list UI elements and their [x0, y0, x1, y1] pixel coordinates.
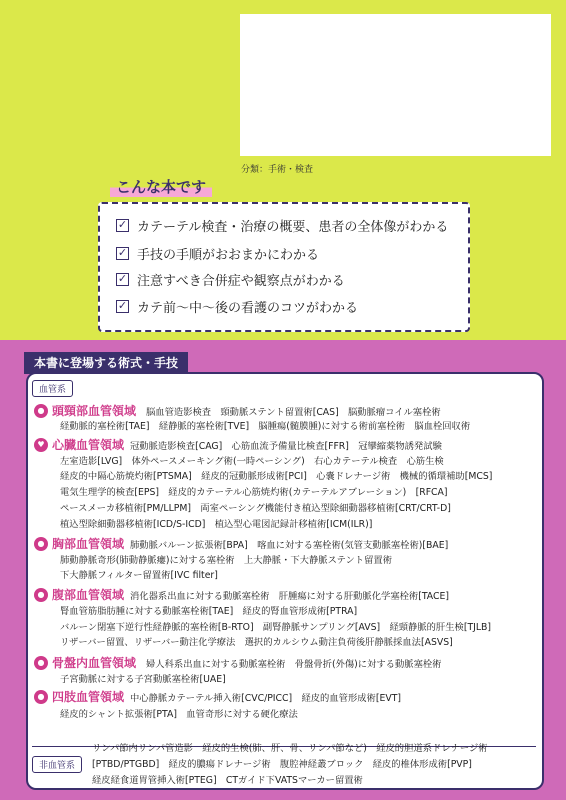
procedure-line: 腎血管筋脂肪腫に対する動脈塞栓術[TAE] 経皮的腎血管形成術[PTRA] — [60, 606, 358, 617]
procedure-line: 経皮経食道胃管挿入術[PTEG] CTガイド下VATSマーカー留置術 — [92, 775, 363, 786]
classification-label: 分類：手術・検査 — [241, 165, 314, 175]
checklist-item: ✓ カテ前～中～後の看護のコツがわかる — [117, 299, 359, 316]
checkbox-checked-icon: ✓ — [117, 246, 128, 259]
procedure-line: 中心静脈カテーテル挿入術[CVC/PICC] 経皮的血管形成術[EVT] — [130, 693, 401, 704]
heart-icon: ♥ — [34, 438, 48, 452]
checklist-item: ✓ カテーテル検査・治療の概要、患者の全体像がわかる — [117, 218, 449, 235]
procedure-line: 経動脈的塞栓術[TAE] 経静脈的塞栓術[TVE] 脳腫瘍(髄膜腫)に対する術前塞栓術 脳血栓回収術 — [60, 421, 471, 432]
region-limbs: ● 四肢血管領域 — [34, 688, 124, 705]
head-icon: ● — [34, 404, 48, 418]
nonvascular-tag: 非血管系 — [32, 756, 82, 773]
procedure-line: 植込型除細動器移植術[ICD/S-ICD] 植込型心電図記録計移植術[ICM(ILR)] — [60, 519, 373, 530]
procedure-line: ペースメーカ移植術[PM/LLPM] 両室ペーシング機能付き植込型除細動器移植術[CRT/CRT-D] — [60, 503, 451, 514]
procedure-line: リンパ節内リンパ管造影 経皮的生検(肺、肝、骨、リンパ節など) 経皮的胆道系ドレナージ術 — [92, 743, 488, 754]
procedures-panel — [26, 372, 544, 790]
checklist-item: ✓ 注意すべき合併症や観察点がわかる — [117, 272, 345, 289]
checkbox-checked-icon: ✓ — [117, 272, 128, 285]
procedure-line: 脳血管造影検査 頸動脈ステント留置術[CAS] 脳動脈瘤コイル塞栓術 — [146, 407, 441, 418]
vascular-tag: 血管系 — [32, 380, 73, 397]
region-head-neck: ● 頭頸部血管領域 — [34, 402, 136, 419]
procedure-line: リザーバー留置、リザーバー動注化学療法 選択的カルシウム動注負荷後肝静脈採血法[ASVS] — [60, 637, 453, 648]
checkbox-checked-icon: ✓ — [117, 299, 128, 312]
procedure-line: [PTBD/PTGBD] 経皮的膿瘍ドレナージ術 腹腔神経叢ブロック 経皮的椎体形成術[PVP] — [92, 759, 472, 770]
procedure-line: 消化器系出血に対する動脈塞栓術 肝腫瘍に対する肝動脈化学塞栓術[TACE] — [130, 591, 449, 602]
abdomen-icon: ● — [34, 588, 48, 602]
procedure-line: 肺動静脈奇形(肺動静脈瘻)に対する塞栓術 上大静脈・下大静脈ステント留置術 — [60, 555, 392, 566]
procedure-line: 子宮動脈に対する子宮動脈塞栓術[UAE] — [60, 674, 226, 685]
checklist-item: ✓ 手技の手順がおおまかにわかる — [117, 246, 320, 263]
procedure-line: 経皮的シャント拡張術[PTA] 血管奇形に対する硬化療法 — [60, 709, 298, 720]
limbs-icon: ● — [34, 690, 48, 704]
lungs-icon: ● — [34, 537, 48, 551]
checkbox-checked-icon: ✓ — [117, 218, 128, 231]
procedure-line: 肺動脈バルーン拡張術[BPA] 喀血に対する塞栓術(気管支動脈塞栓術)[BAE] — [130, 540, 449, 551]
procedure-line: バルーン閉塞下逆行性経静脈的塞栓術[B-RTO] 副腎静脈サンプリング[AVS] 経頸静脈的肝生検[TJLB] — [60, 622, 492, 633]
checklist-title: こんな本です — [110, 176, 212, 197]
section-title: 本書に登場する術式・手技 — [24, 352, 188, 374]
procedure-line: 下大静脈フィルター留置術[IVC filter] — [60, 570, 218, 581]
procedure-line: 婦人科系出血に対する動脈塞栓術 骨盤骨折(外傷)に対する動脈塞栓術 — [146, 659, 442, 670]
region-chest: ● 胸部血管領域 — [34, 535, 124, 552]
pelvis-icon: ● — [34, 656, 48, 670]
procedure-line: 経皮的中隔心筋焼灼術[PTSMA] 経皮的冠動脈形成術[PCI] 心嚢ドレナージ術 機械的循環補助[MCS] — [60, 471, 493, 482]
region-pelvis: ● 骨盤内血管領域 — [34, 654, 136, 671]
procedure-line: 冠動脈造影検査[CAG] 心筋血流予備量比検査[FFR] 冠攣縮薬物誘発試験 — [130, 441, 442, 452]
region-heart: ♥ 心臓血管領域 — [34, 436, 124, 453]
region-abdomen: ● 腹部血管領域 — [34, 586, 124, 603]
procedure-line: 電気生理学的検査[EPS] 経皮的カテーテル心筋焼灼術(カテーテルアブレーション) [RFCA] — [60, 487, 448, 498]
procedure-line: 左室造影[LVG] 体外ペースメーキング術(一時ペーシング) 右心カテーテル検査 心筋生検 — [60, 456, 444, 467]
blank-panel — [240, 14, 551, 156]
